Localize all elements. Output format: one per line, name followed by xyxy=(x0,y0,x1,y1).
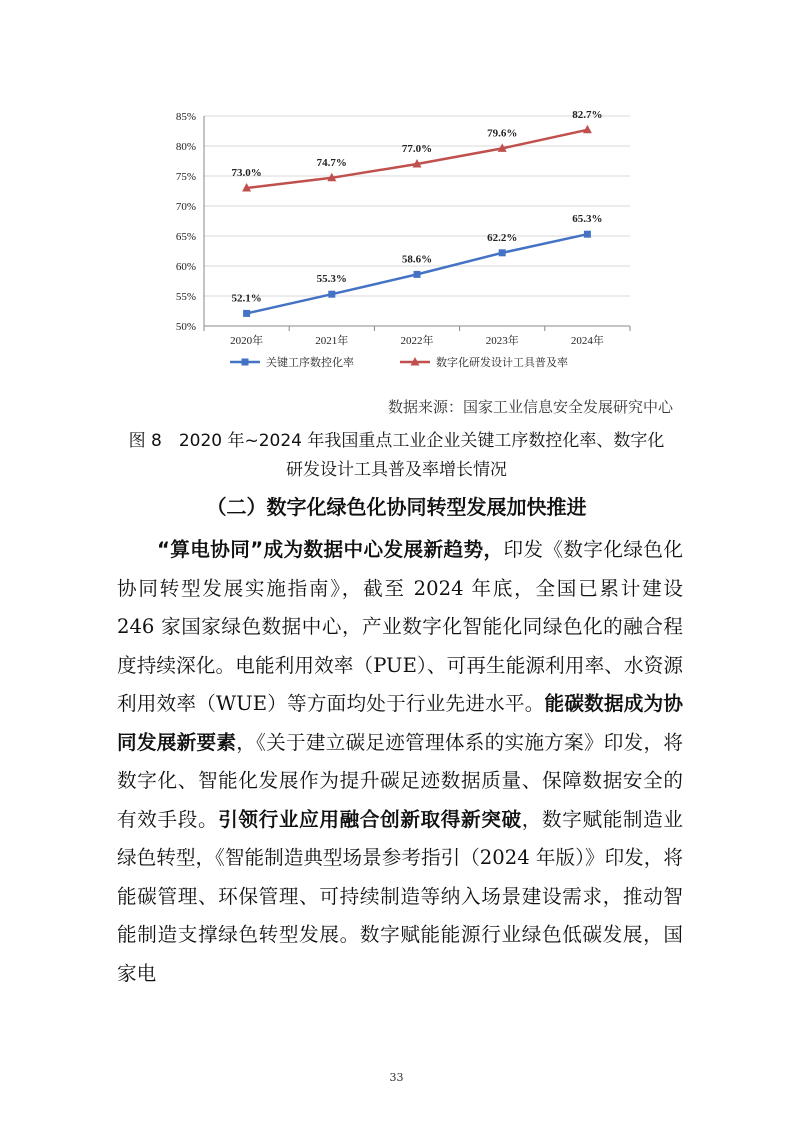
y-axis xyxy=(176,111,204,333)
y-tick-label: 75% xyxy=(175,171,196,183)
series-2 xyxy=(231,109,602,192)
data-label: 77.0% xyxy=(401,143,433,155)
x-tick-label: 2022年 xyxy=(400,335,434,347)
y-tick-label: 55% xyxy=(175,291,196,303)
x-tick-label: 2024年 xyxy=(570,335,604,347)
chart-canvas xyxy=(150,100,650,380)
data-label: 52.1% xyxy=(231,292,262,305)
data-point-square xyxy=(243,310,250,317)
data-label: 74.7% xyxy=(316,156,347,169)
data-point-triangle xyxy=(583,125,592,134)
series-1 xyxy=(231,213,602,317)
data-point-square xyxy=(414,271,421,278)
data-point-square xyxy=(584,231,591,238)
data-source: 数据来源：国家工业信息安全发展研究中心 xyxy=(387,398,673,416)
data-point-square xyxy=(499,249,506,256)
data-label: 55.3% xyxy=(316,273,347,286)
x-axis xyxy=(204,326,630,347)
legend-item-2 xyxy=(400,355,568,369)
figure-caption xyxy=(100,427,693,485)
page-number: 33 xyxy=(389,1071,404,1084)
x-tick-label: 2020年 xyxy=(230,335,264,347)
body-text-3: ，数字赋能制造业绿色转型，《智能制造典型场景参考指引（2024 年版）》印发，将能碳管理、环保管理、可持续制造等纳入场景建设需求，推动智能制造支撑绿色转型发展。数字赋能能源行业绿色低碳发展，国家电 xyxy=(117,807,684,985)
series-line xyxy=(247,130,588,188)
data-label: 58.6% xyxy=(401,253,433,266)
y-tick-label: 65% xyxy=(175,231,196,243)
y-tick-label: 50% xyxy=(175,321,196,333)
figure-caption-line-1: 图 8 2020 年~2024 年我国重点工业企业关键工序数控化率、数字化 xyxy=(128,431,665,451)
data-label: 79.6% xyxy=(487,127,518,140)
legend-label: 数字化研发设计工具普及率 xyxy=(436,356,568,369)
legend-item-1 xyxy=(230,355,354,369)
x-tick-label: 2021年 xyxy=(315,335,349,347)
chart-legend xyxy=(230,355,568,369)
y-tick-label: 60% xyxy=(175,261,196,273)
body-text-2: ，《关于建立碳足迹管理体系的实施方案》印发，将数字化、智能化发展作为提升碳足迹数据质量、保障数据安全的有效手段。 xyxy=(117,730,683,831)
data-label: 73.0% xyxy=(231,167,262,179)
bold-phrase-3: 引领行业应用融合创新取得新突破 xyxy=(218,807,522,831)
body-paragraph xyxy=(117,531,683,993)
figure-caption-line-2: 研发设计工具普及率增长情况 xyxy=(286,460,507,480)
line-chart xyxy=(150,100,650,380)
y-tick-label: 80% xyxy=(175,141,196,153)
x-tick-label: 2023年 xyxy=(485,335,519,347)
data-label: 65.3% xyxy=(572,213,603,226)
body-text-1: 印发《数字化绿色化协同转型发展实施指南》，截至 2024 年底，全国已累计建设 246 家国家绿色数据中心，产业数字化智能化同绿色化的融合程度持续深化。电能利用效率（PUE）、可再生能源利用率、水资源利用效率（WUE）等方面均处于行业先进水平。 xyxy=(117,538,683,715)
bold-phrase-2: 能碳数据成为协同发展新要素 xyxy=(117,692,683,754)
series-layer xyxy=(231,109,602,317)
section-heading: （二）数字化绿色化协同转型发展加快推进 xyxy=(206,495,587,519)
bold-phrase-1: “算电协同”成为数据中心发展新趋势， xyxy=(157,538,504,561)
data-label: 62.2% xyxy=(487,231,518,244)
legend-label: 关键工序数控化率 xyxy=(266,356,354,369)
data-label: 82.7% xyxy=(572,108,603,121)
data-point-square xyxy=(328,291,335,298)
y-tick-label: 85% xyxy=(175,111,196,123)
y-tick-label: 70% xyxy=(175,201,196,213)
legend-marker-square xyxy=(242,359,249,366)
